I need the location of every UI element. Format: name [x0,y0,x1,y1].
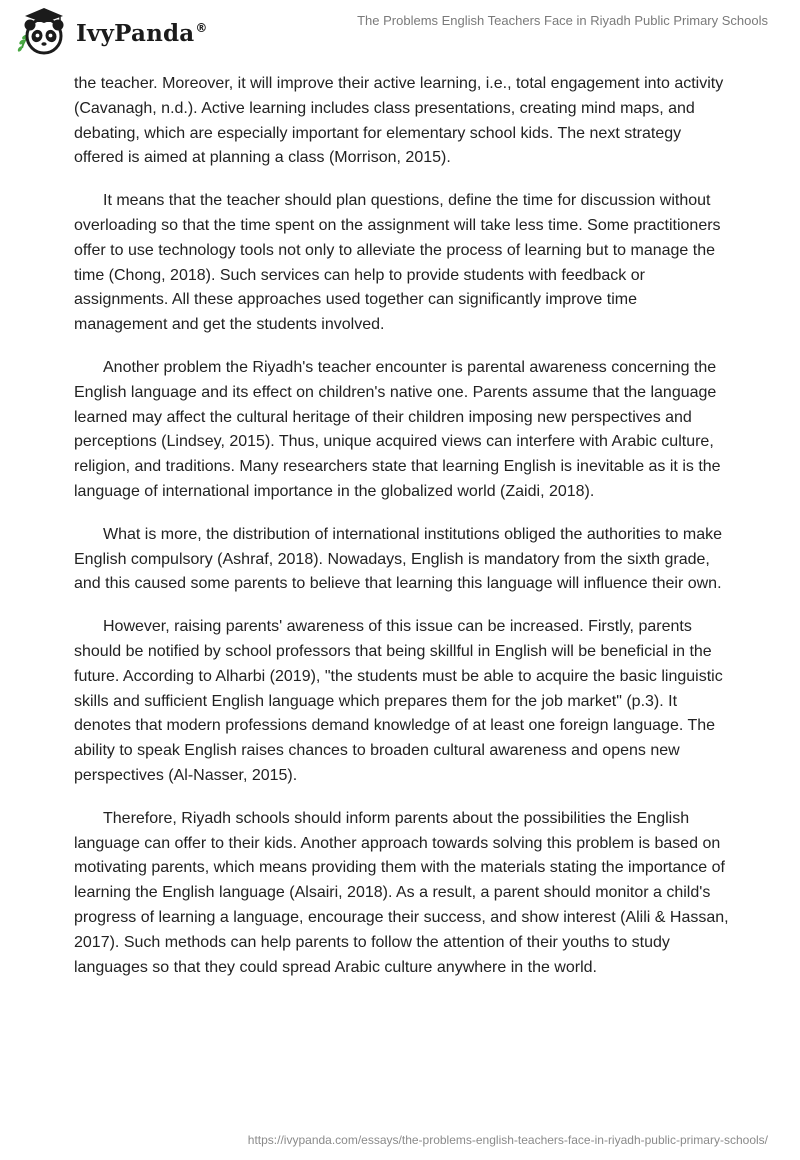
ivypanda-logo[interactable] [14,6,208,58]
paragraph: the teacher. Moreover, it will improve their active learning, i.e., total engagement into activity (Cavanagh, n.d.). Active learning includes class presentations, creating mind maps, and debating, which are especially important for elementary school kids. The next strategy offered is aimed at planning a class (Morrison, 2015). [74,75,724,167]
essay-body [74,72,734,998]
source-url[interactable]: https://ivypanda.com/essays/the-problems-english-teachers-face-in-riyadh-public-primary-schools/ [247,1133,768,1147]
page-header [0,0,800,64]
paragraph: Another problem the Riyadh's teacher encounter is parental awareness concerning the English language and its effect on children's native one. Parents assume that the language learned may affect the cultural heritage of their children imposing new perspectives and perceptions (Lindsey, 2015). Thus, unique acquired views can interfere with Arabic culture, religion, and traditions. Many researchers state that learning English is inevitable as it is the language of international importance in the globalized world (Zaidi, 2018). [74,358,721,500]
paragraph: What is more, the distribution of international institutions obliged the authorities to make English compulsory (Ashraf, 2018). Nowadays, English is mandatory from the sixth grade, and this caused some parents to believe that learning this language will influence their own. [74,525,722,593]
brand-name: IvyPanda® [76,19,208,47]
paragraph: Therefore, Riyadh schools should inform parents about the possibilities the English language can offer to their kids. Another approach towards solving this problem is based on motivating parents, which means providing them with the materials stating the importance of learning the English language (Alsairi, 2018). As a result, a parent should monitor a child's progress of learning a language, encourage their success, and show interest (Alili & Hassan, 2017). Such methods can help parents to follow the attention of their youths to study languages so that they could spread Arabic culture anywhere in the world. [74,809,729,976]
paragraph: It means that the teacher should plan questions, define the time for discussion without overloading so that the time spent on the assignment will take less time. Some practitioners offer to use technology tools not only to alleviate the process of learning but to manage the time (Chong, 2018). Such services can help to provide students with feedback or assignments. All these approaches used together can significantly improve time management and get the students involved. [74,192,721,334]
paragraph: However, raising parents' awareness of this issue can be increased. Firstly, parents should be notified by school professors that being skillful in English will be beneficial in the future. According to Alharbi (2019), "the students must be able to acquire the basic linguistic skills and sufficient English language which prepares them for the job market" (p.3). It denotes that modern professions demand knowledge of at least one foreign language. The ability to speak English raises chances to broaden cultural awareness and opens new perspectives (Al-Nasser, 2015). [74,618,723,784]
document-title: The Problems English Teachers Face in Riyadh Public Primary Schools [357,13,768,28]
panda-graduate-icon [14,6,70,58]
registered-mark: ® [195,20,208,35]
